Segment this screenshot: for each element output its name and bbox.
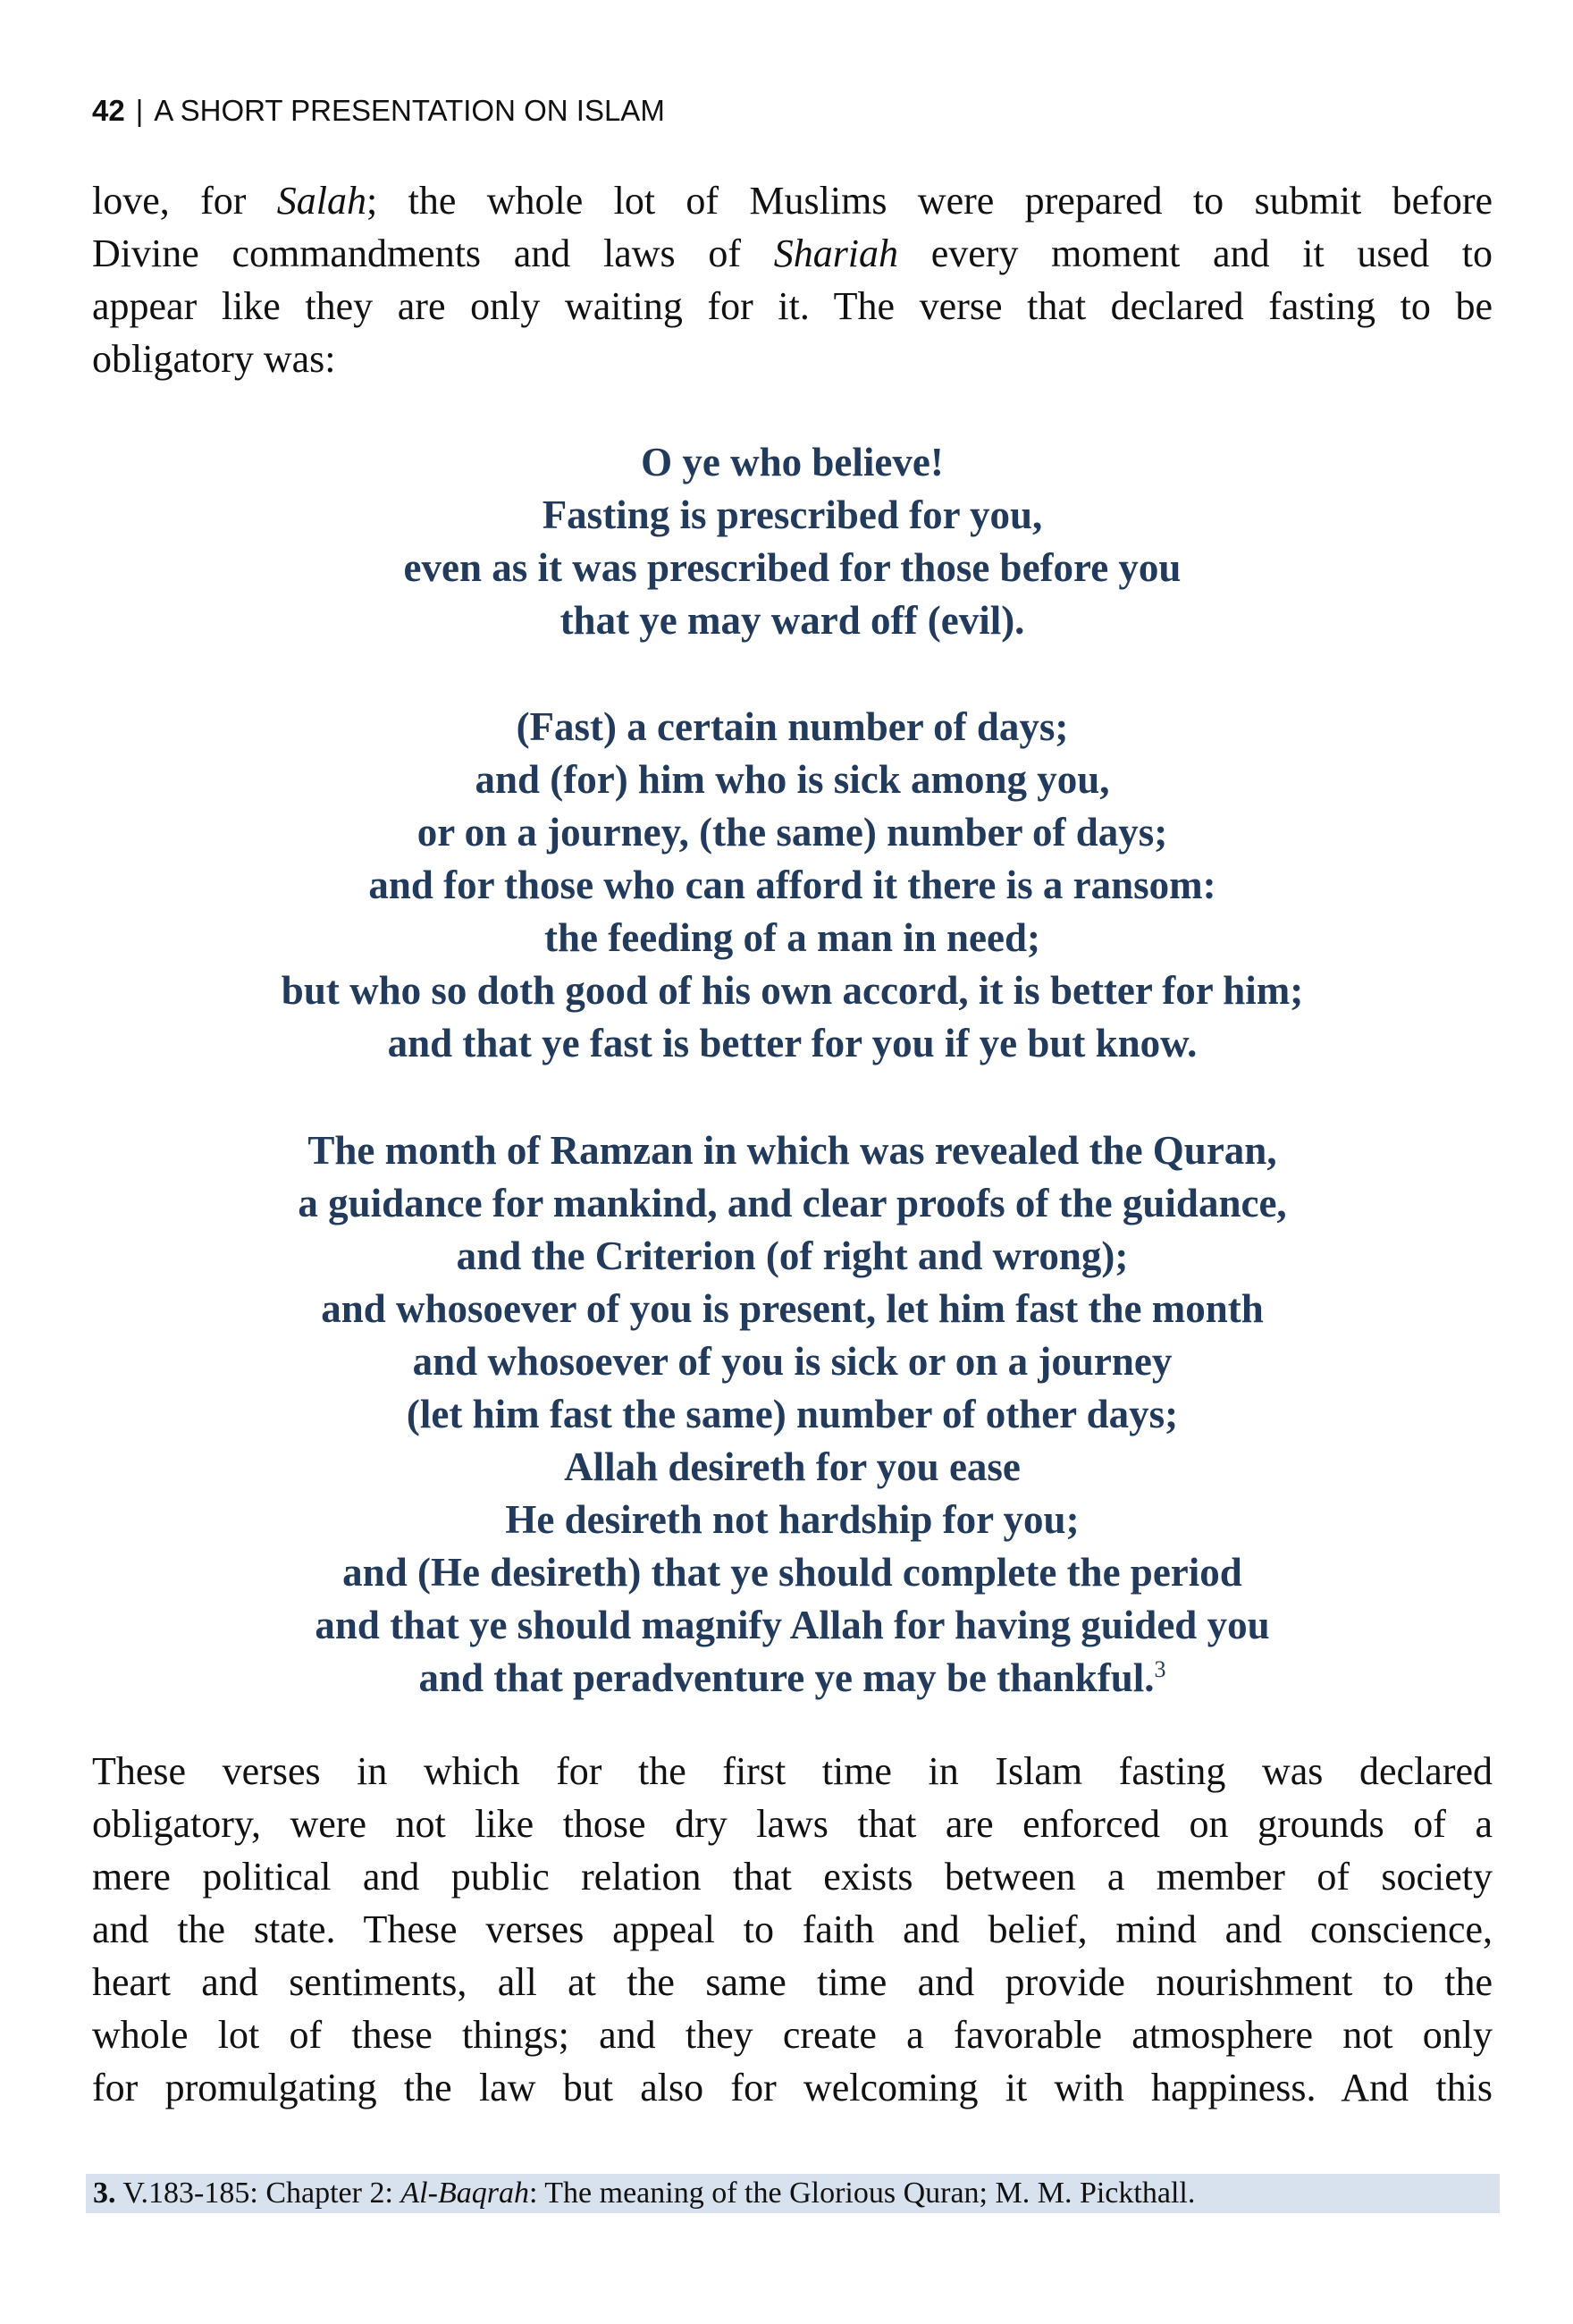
verse-line: and for those who can afford it there is a ransom: bbox=[368, 863, 1216, 907]
verse-line: (let him fast the same) number of other days; bbox=[406, 1392, 1179, 1436]
verse-line: the feeding of a man in need; bbox=[544, 915, 1040, 960]
paragraph-line: heart and sentiments, all at the same time and provide nourishment to the bbox=[92, 1960, 1493, 2004]
paragraph-line: obligatory, were not like those dry laws that are enforced on grounds of a bbox=[92, 1802, 1493, 1846]
paragraph-line: for promulgating the law but also for welcoming it with happiness. And this bbox=[92, 2066, 1493, 2109]
closing-paragraph bbox=[92, 1745, 1493, 2114]
footnote-text: V.183-185: Chapter 2: bbox=[115, 2177, 401, 2210]
page-number: 42 bbox=[92, 94, 125, 127]
paragraph-line: whole lot of these things; and they create a favorable atmosphere not only bbox=[92, 2013, 1493, 2057]
verse-line: and the Criterion (of right and wrong); bbox=[456, 1234, 1129, 1278]
footnote-text: : The meaning of the Glorious Quran; M. M. Pickthall. bbox=[528, 2177, 1196, 2210]
verse-stanza-2 bbox=[92, 701, 1493, 1070]
verse-stanza-1 bbox=[92, 436, 1493, 647]
opening-paragraph bbox=[92, 174, 1493, 385]
running-header bbox=[92, 93, 665, 129]
text-run: every moment and it used to bbox=[898, 232, 1493, 275]
italic-term: Shariah bbox=[773, 232, 899, 275]
paragraph-line: These verses in which for the first time in Islam fasting was declared bbox=[92, 1749, 1493, 1793]
verse-line: or on a journey, (the same) number of days; bbox=[416, 810, 1168, 855]
verse-line: O ye who believe! bbox=[641, 440, 944, 484]
text-run: love, for bbox=[92, 179, 277, 223]
verse-line: a guidance for mankind, and clear proofs of the guidance, bbox=[298, 1181, 1287, 1225]
header-separator: | bbox=[135, 94, 144, 127]
paragraph-line: mere political and public relation that exists between a member of society bbox=[92, 1855, 1493, 1899]
footnote-marker[interactable]: 3 bbox=[1154, 1656, 1166, 1682]
text-run: Divine commandments and laws of bbox=[92, 232, 774, 275]
running-title: A SHORT PRESENTATION ON ISLAM bbox=[154, 94, 665, 127]
verse-line: and (He desireth) that ye should complete the period bbox=[342, 1550, 1242, 1595]
verse-line: The month of Ramzan in which was revealed the Quran, bbox=[307, 1128, 1277, 1173]
verse-line-final bbox=[92, 1652, 1493, 1705]
verse-line: He desireth not hardship for you; bbox=[505, 1497, 1080, 1542]
verse-line: but who so doth good of his own accord, it is better for him; bbox=[281, 968, 1304, 1013]
footnote bbox=[86, 2174, 1500, 2213]
verse-line: and whosoever of you is sick or on a journey bbox=[412, 1339, 1173, 1384]
verse-line: even as it was prescribed for those before you bbox=[403, 545, 1182, 590]
verse-line-text: and that peradventure ye may be thankful. bbox=[418, 1655, 1155, 1700]
paragraph-line: and the state. These verses appeal to faith and belief, mind and conscience, bbox=[92, 1907, 1493, 1951]
verse-stanza-3 bbox=[92, 1124, 1493, 1705]
paragraph-line: obligatory was: bbox=[92, 337, 336, 381]
paragraph-line: appear like they are only waiting for it. The verse that declared fasting to be bbox=[92, 284, 1493, 328]
verse-line: and that ye should magnify Allah for having guided you bbox=[315, 1603, 1270, 1647]
verse-line: (Fast) a certain number of days; bbox=[516, 704, 1069, 749]
text-run: ; the whole lot of Muslims were prepared to submit before bbox=[366, 179, 1493, 223]
footnote-italic-title: Al-Baqrah bbox=[400, 2177, 529, 2210]
footnote-number: 3. bbox=[93, 2177, 116, 2210]
paragraph-line bbox=[92, 174, 1493, 227]
verse-line: and that ye fast is better for you if ye but know. bbox=[387, 1021, 1198, 1065]
verse-line: Allah desireth for you ease bbox=[564, 1444, 1021, 1489]
verse-line: that ye may ward off (evil). bbox=[559, 598, 1025, 643]
verse-line: and whosoever of you is present, let him fast the month bbox=[321, 1286, 1264, 1331]
verse-line: Fasting is prescribed for you, bbox=[542, 493, 1043, 537]
paragraph-line bbox=[92, 227, 1493, 280]
italic-term: Salah bbox=[276, 179, 367, 223]
verse-line: and (for) him who is sick among you, bbox=[475, 757, 1110, 802]
